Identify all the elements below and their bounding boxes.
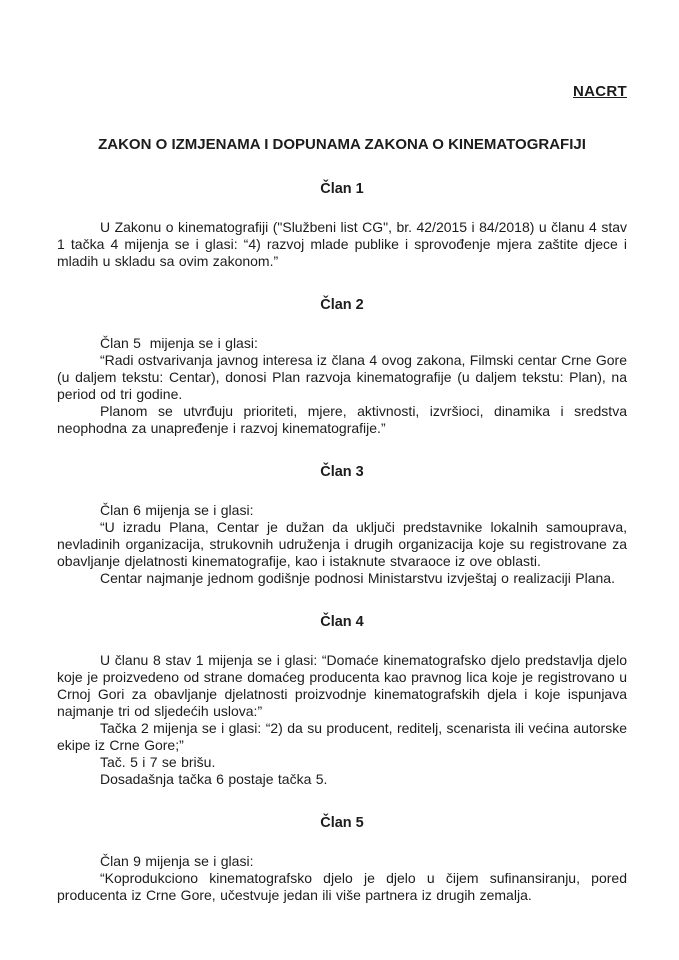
- article-heading: Član 2: [320, 297, 364, 313]
- article-paragraph: Tačka 2 mijenja se i glasi: “2) da su producent, reditelj, scenarista ili većina autorske ekipe iz Crne Gore;”: [57, 720, 627, 753]
- article-paragraph: U Zakonu o kinematografiji ("Službeni list CG", br. 42/2015 i 84/2018) u članu 4 stav 1 tačka 4 mijenja se i glasi: “4) razvoj mlade publike i sprovođenje mjera zaštite djece i mladih u skladu sa ovim zakonom.”: [57, 219, 627, 269]
- article-paragraph: “U izradu Plana, Centar je dužan da uključi predstavnike lokalnih samouprava, nevladinih organizacija, strukovnih udruženja i drugih organizacija koje su registrovane za obavljanje djelatnosti kinematografije, kao i istaknute stvaraoce iz ove oblasti.: [57, 519, 627, 569]
- article-heading: Član 1: [320, 181, 364, 197]
- article-paragraph: Član 9 mijenja se i glasi:: [100, 853, 254, 869]
- document-title: ZAKON O IZMJENAMA I DOPUNAMA ZAKONA O KINEMATOGRAFIJI: [98, 136, 586, 153]
- article-paragraph: “Radi ostvarivanja javnog interesa iz člana 4 ovog zakona, Filmski centar Crne Gore (u daljem tekstu: Centar), donosi Plan razvoja kinematografije (u daljem tekstu: Plan), na period od tri godine.: [57, 352, 627, 402]
- article-paragraph: Dosadašnja tačka 6 postaje tačka 5.: [100, 771, 328, 787]
- article-heading: Član 3: [320, 464, 364, 480]
- article-paragraph: Član 5 mijenja se i glasi:: [100, 335, 258, 351]
- article-paragraph: Planom se utvrđuju prioriteti, mjere, aktivnosti, izvršioci, dinamika i sredstva neophodna za unapređenje i razvoj kinematografije.”: [57, 403, 627, 436]
- article-heading: Član 5: [320, 815, 364, 831]
- draft-label: NACRT: [573, 83, 627, 100]
- article-paragraph: “Koprodukciono kinematografsko djelo je djelo u čijem sufinansiranju, pored producenta iz Crne Gore, učestvuje jedan ili više partnera iz drugih zemalja.: [57, 870, 627, 903]
- articles: [57, 181, 627, 904]
- article-heading: Član 4: [320, 614, 364, 630]
- article-paragraph: U članu 8 stav 1 mijenja se i glasi: “Domaće kinematografsko djelo predstavlja djelo koje je proizvedeno od strane domaćeg producenta kao pravnog lica koje je registrovano u Crnoj Gori za obavljanje djelatnosti proizvodnje kinematografskih djela i koje ispunjava najmanje tri od sljedećih uslova:”: [57, 652, 627, 719]
- article-paragraph: Član 6 mijenja se i glasi:: [100, 502, 254, 518]
- article-paragraph: Centar najmanje jednom godišnje podnosi Ministarstvu izvještaj o realizaciji Plana.: [100, 570, 615, 586]
- article-paragraph: Tač. 5 i 7 se brišu.: [100, 754, 216, 770]
